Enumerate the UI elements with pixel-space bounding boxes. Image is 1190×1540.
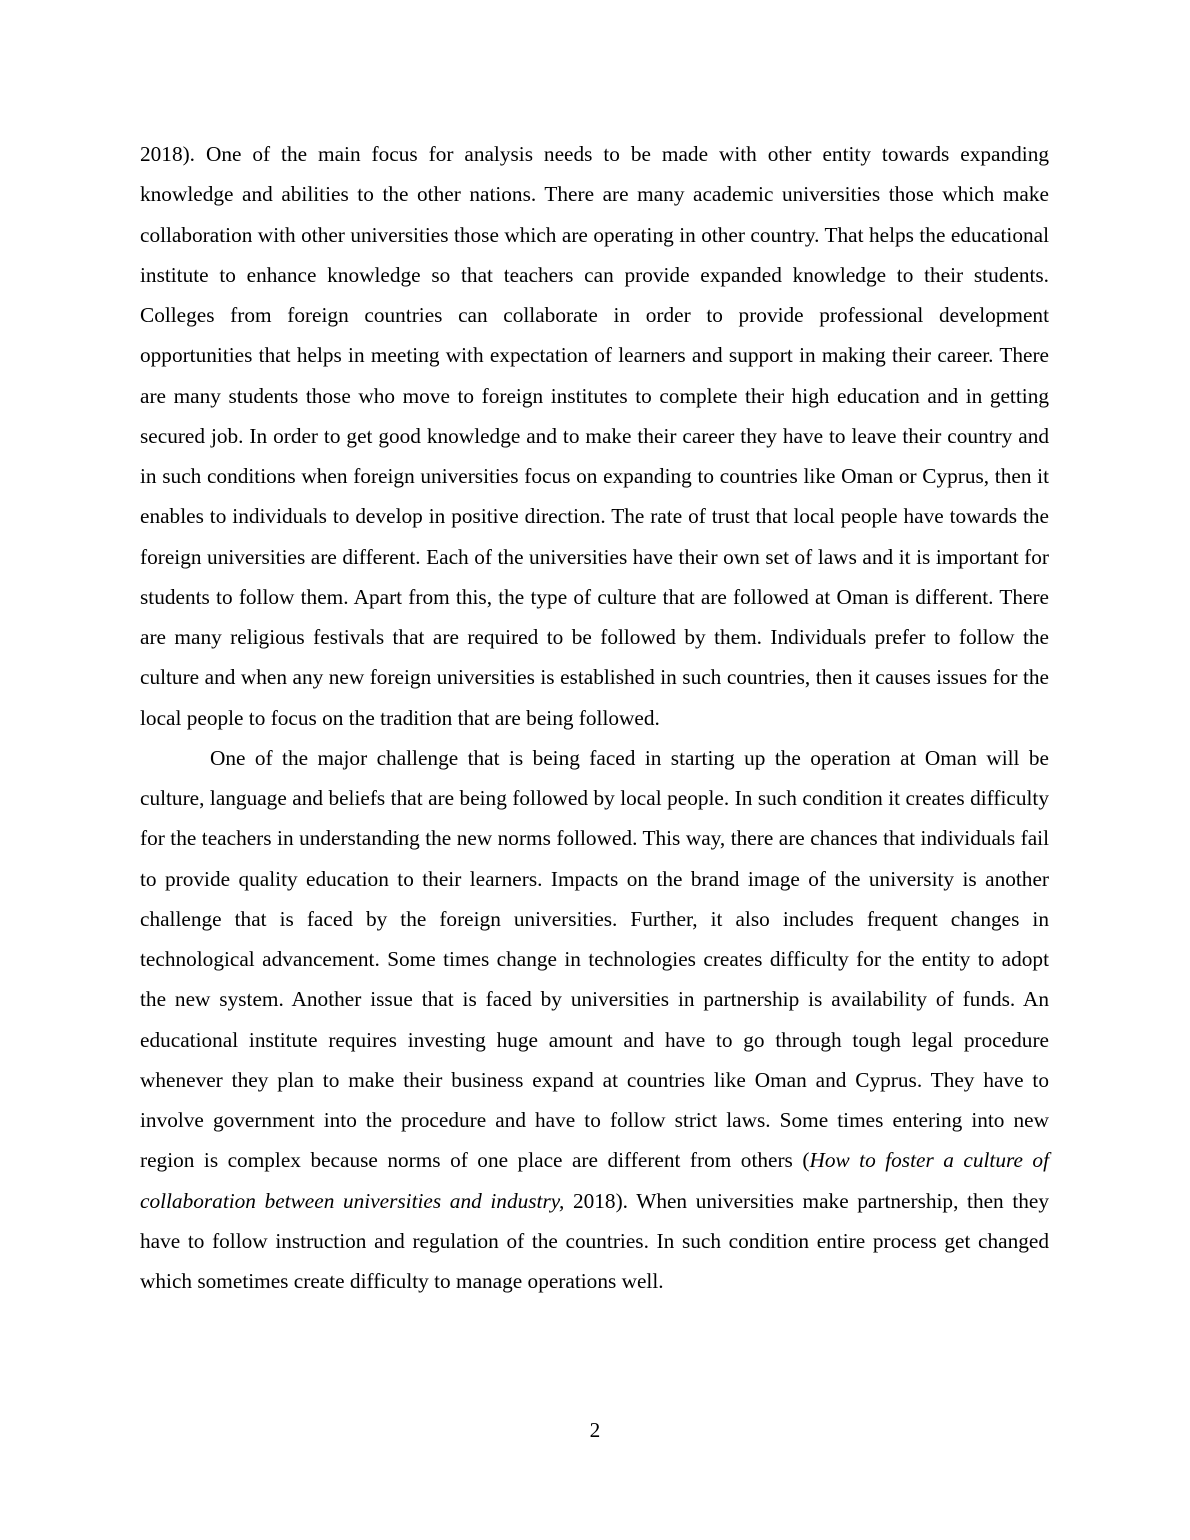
page-number: 2: [589, 1418, 601, 1442]
paragraph-2-text-end: 2018). When universities make partnership, then they have to follow instruction and regulation of the countries. In such condition entire process get changed which sometimes create difficulty to manage operations well.: [140, 1188, 1050, 1293]
body-text: [140, 134, 1049, 1301]
paragraph-1: 2018). One of the main focus for analysis needs to be made with other entity towards expanding knowledge and abilities to the other nations. There are many academic universities those which make collaboration with other universities those which are operating in other country. That helps the educational institute to enhance knowledge so that teachers can provide expanded knowledge to their students. Colleges from foreign countries can collaborate in order to provide professional development opportunities that helps in meeting with expectation of learners and support in making their career. There are many students those who move to foreign institutes to complete their high education and in getting secured job. In order to get good knowledge and to make their career they have to leave their country and in such conditions when foreign universities focus on expanding to countries like Oman or Cyprus, then it enables to individuals to develop in positive direction. The rate of trust that local people have towards the foreign universities are different. Each of the universities have their own set of laws and it is important for students to follow them. Apart from this, the type of culture that are followed at Oman is different. There are many religious festivals that are required to be followed by them. Individuals prefer to follow the culture and when any new foreign universities is established in such countries, then it causes issues for the local people to focus on the tradition that are being followed.: [140, 142, 1049, 730]
paragraph-2: [140, 738, 1049, 1302]
paragraph-2-text: One of the major challenge that is being faced in starting up the operation at Oman will be culture, language and beliefs that are being followed by local people. In such condition it creates difficulty for the teachers in understanding the new norms followed. This way, there are chances that individuals fail to provide quality education to their learners. Impacts on the brand image of the university is another challenge that is faced by the foreign universities. Further, it also includes frequent changes in technological advancement. Some times change in technologies creates difficulty for the entity to adopt the new system. Another issue that is faced by universities in partnership is availability of funds. An educational institute requires investing huge amount and have to go through tough legal procedure whenever they plan to make their business expand at countries like Oman and Cyprus. They have to involve government into the procedure and have to follow strict laws. Some times entering into new region is complex because norms of one place are different from others (: [140, 745, 1049, 1173]
citation-title: How to foster a culture of collaboration between universities and industry,: [140, 1148, 1049, 1213]
